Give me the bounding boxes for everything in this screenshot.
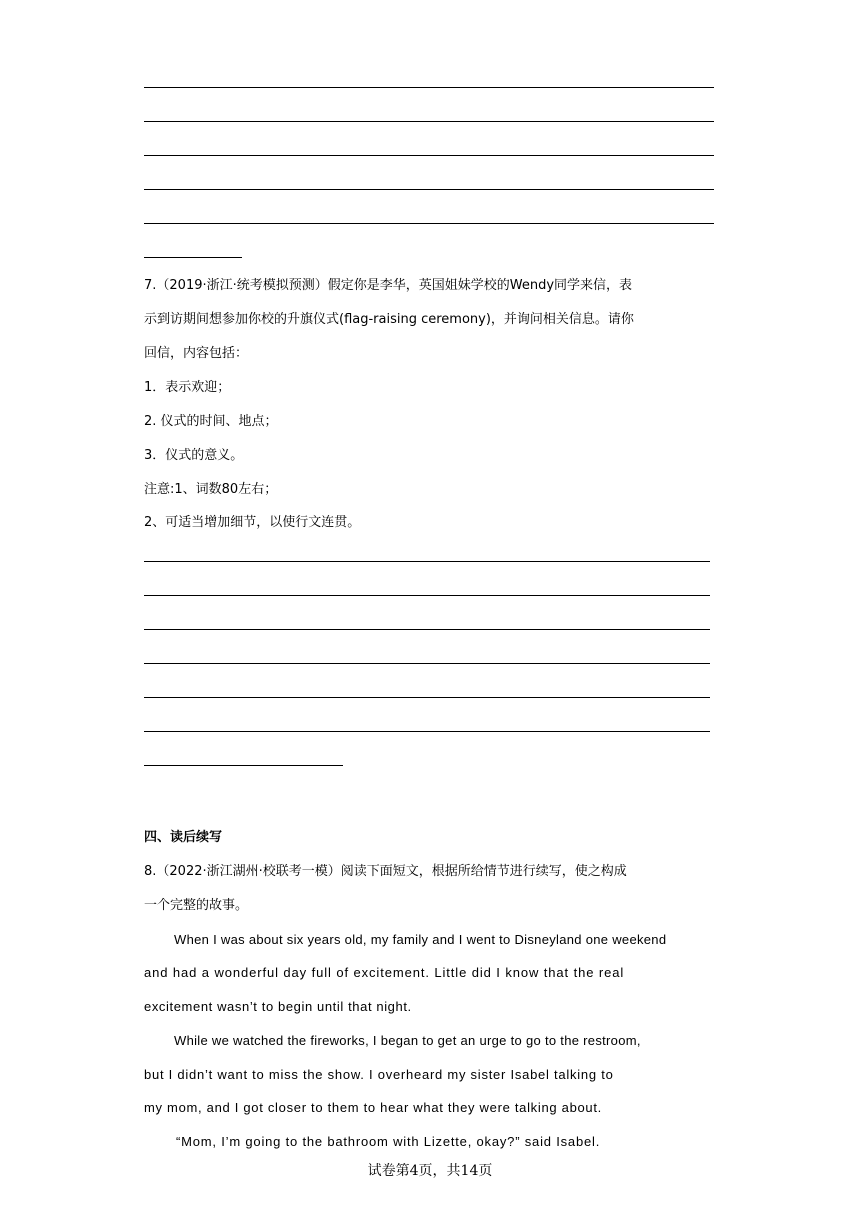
answer-line — [144, 629, 710, 630]
answer-line — [144, 561, 710, 562]
question-7-line: 2、可适当增加细节，以使行文连贯。 — [144, 515, 361, 530]
answer-line — [144, 87, 714, 88]
question-7-line: 7.（2019·浙江·统考模拟预测）假定你是李华，英国姐妹学校的Wendy同学来信，表 — [144, 278, 633, 293]
answer-line — [144, 155, 714, 156]
passage-line: While we watched the fireworks, I began to get an urge to go to the restroom, — [174, 1033, 641, 1048]
question-7-line: 1．表示欢迎； — [144, 380, 231, 395]
passage-line: but I didn’t want to miss the show. I overheard my sister Isabel talking to — [144, 1067, 614, 1082]
question-7-line: 示到访期间想参加你校的升旗仪式(flag-raising ceremony)，并询问相关信息。请你 — [144, 312, 634, 327]
answer-line — [144, 595, 710, 596]
answer-line — [144, 697, 710, 698]
passage-line: and had a wonderful day full of excitement. Little did I know that the real — [144, 965, 625, 980]
answer-line-short — [144, 257, 242, 258]
passage-line: my mom, and I got closer to them to hear what they were talking about. — [144, 1100, 602, 1115]
answer-line — [144, 121, 714, 122]
passage-line: “Mom, I’m going to the bathroom with Lizette, okay?” said Isabel. — [176, 1134, 601, 1149]
passage-line: excitement wasn’t to begin until that night. — [144, 999, 412, 1014]
answer-line — [144, 663, 710, 664]
answer-line-short — [144, 765, 343, 766]
answer-line — [144, 731, 710, 732]
page-number-footer: 试卷第4页，共14页 — [367, 1163, 493, 1179]
answer-line — [144, 189, 714, 190]
answer-line — [144, 223, 714, 224]
question-7-line: 3．仪式的意义。 — [144, 448, 244, 463]
question-8-intro-line: 一个完整的故事。 — [144, 898, 249, 913]
question-7-line: 2. 仪式的时间、地点； — [144, 414, 278, 429]
passage-line: When I was about six years old, my family and I went to Disneyland one weekend — [174, 932, 667, 947]
question-8-intro-line: 8.（2022·浙江湖州·校联考一模）阅读下面短文，根据所给情节进行续写，使之构成 — [144, 864, 627, 879]
question-7-line: 注意:1、词数80左右； — [144, 482, 278, 497]
question-7-line: 回信，内容包括： — [144, 346, 249, 361]
section-heading: 四、读后续写 — [144, 830, 223, 845]
